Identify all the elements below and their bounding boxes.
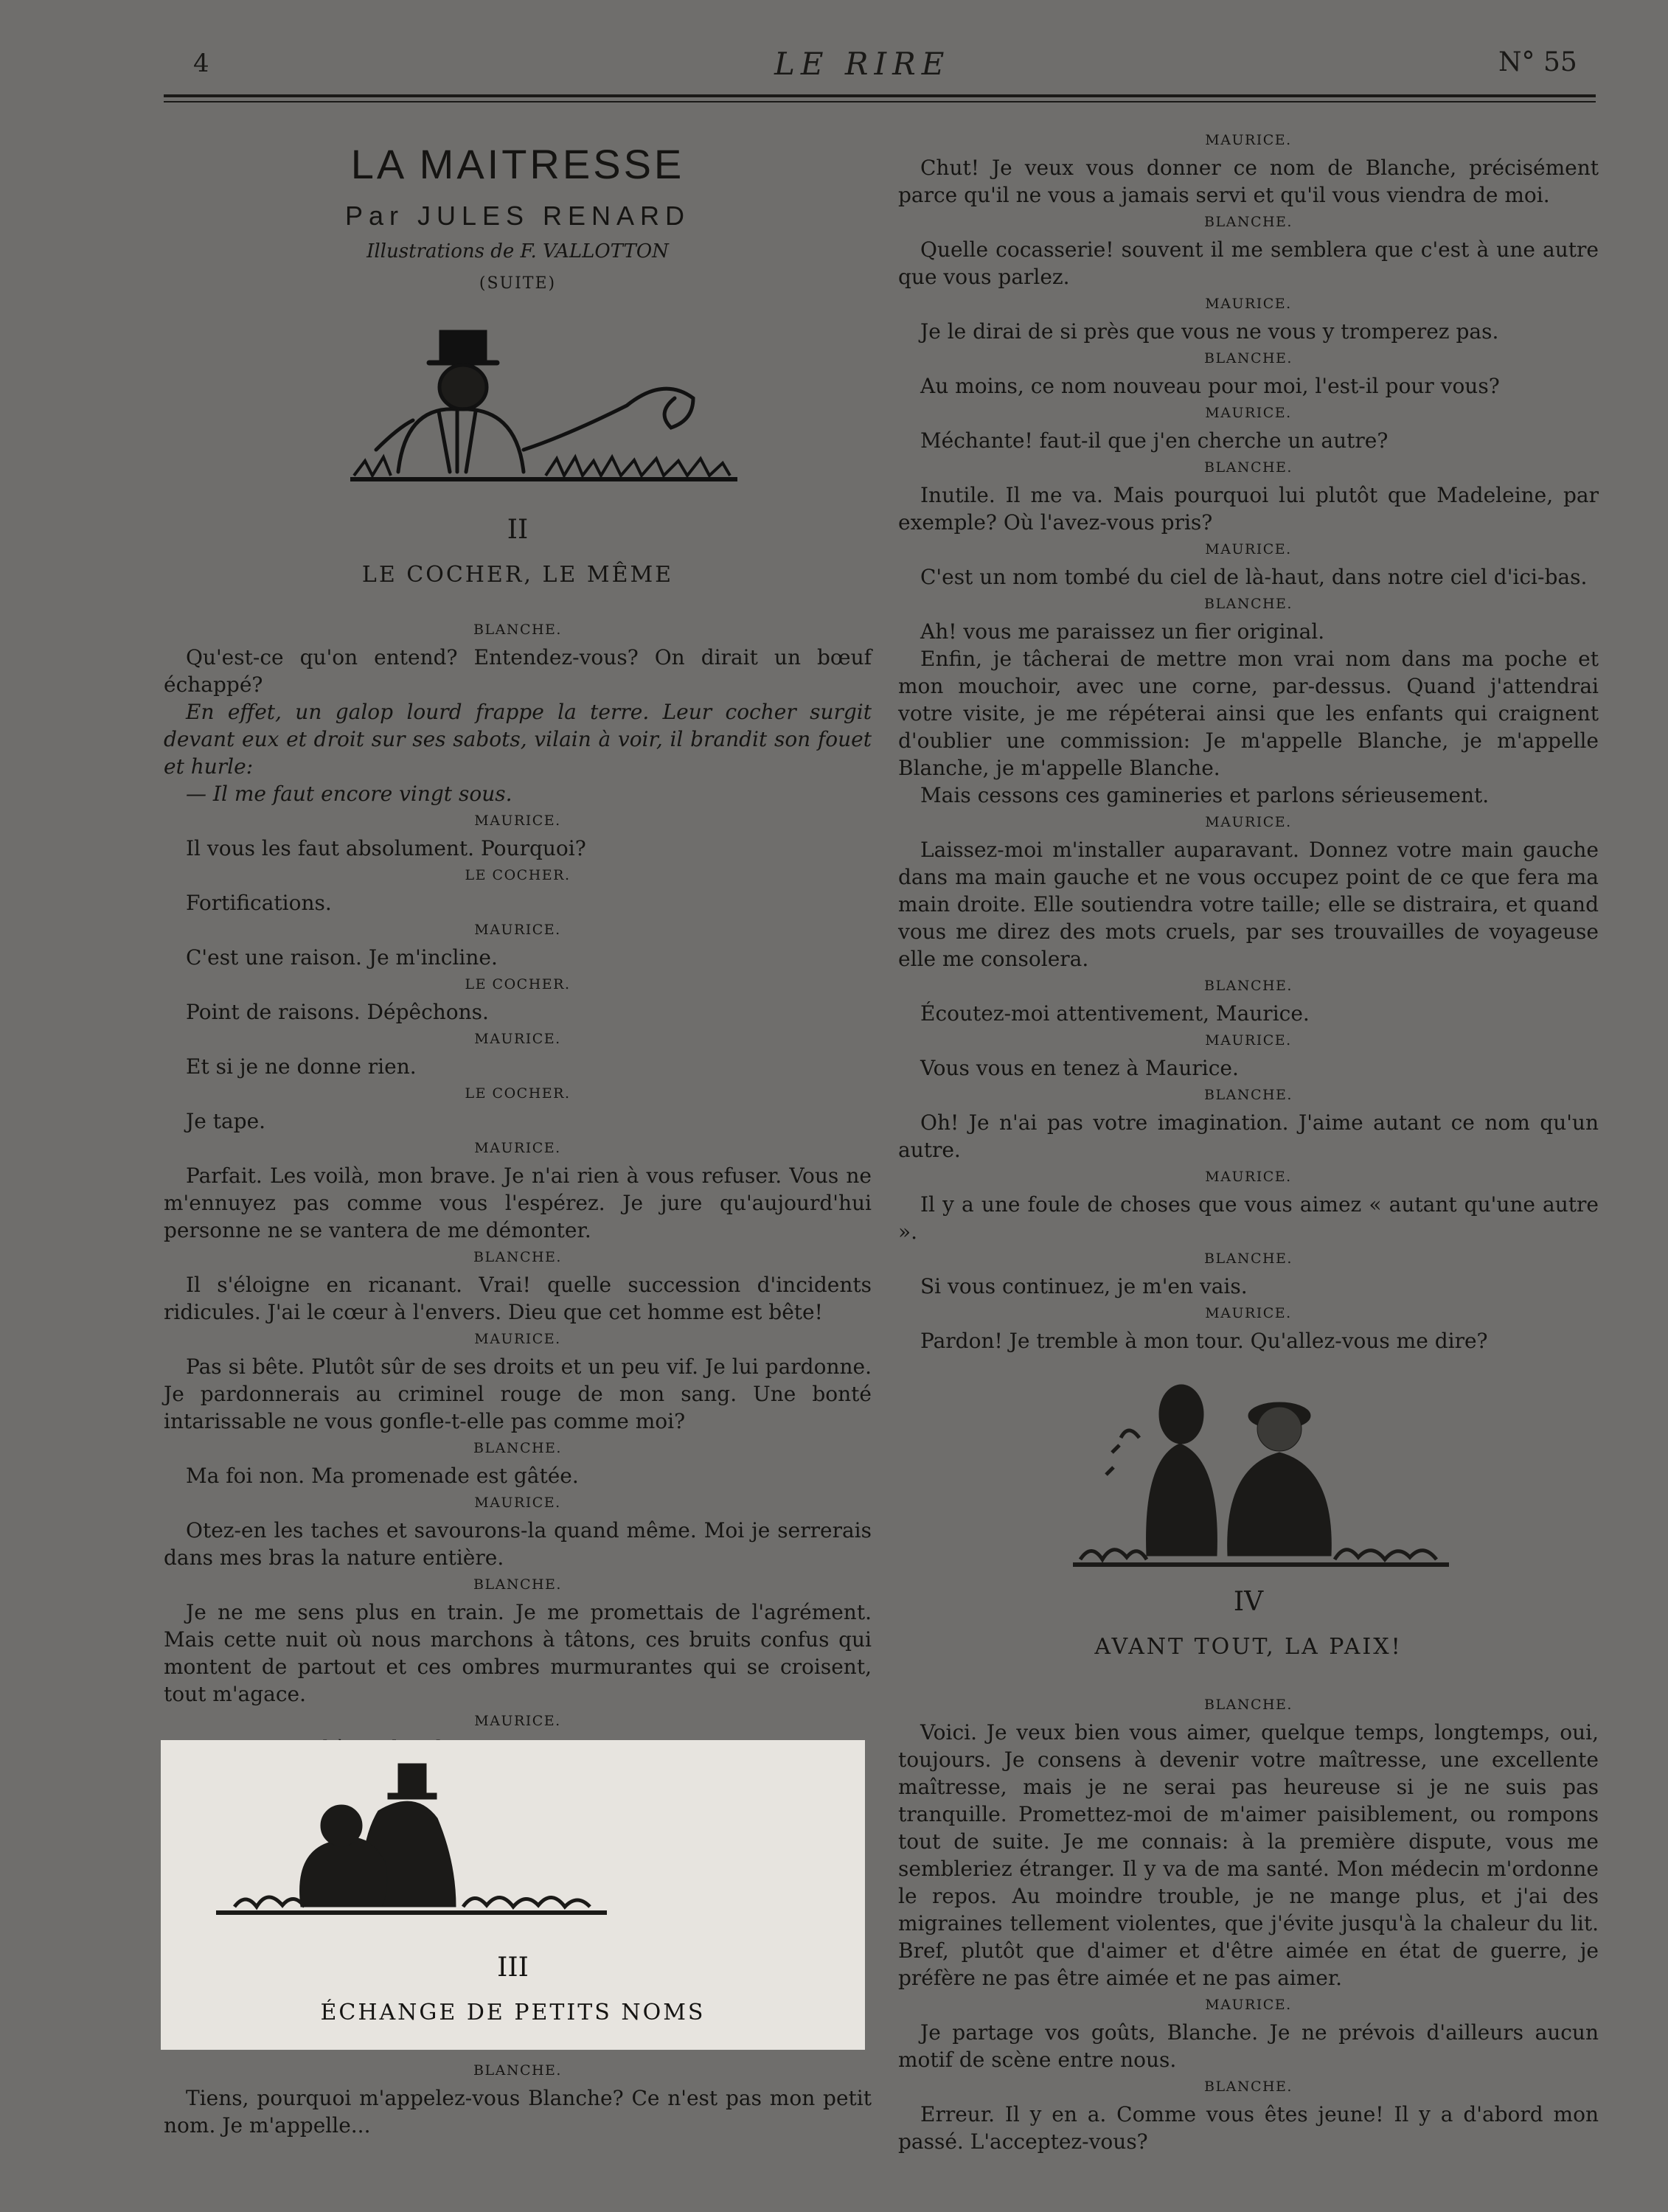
- dialogue-paragraph: Ah! vous me paraissez un fier original.: [920, 619, 1325, 644]
- speaker-label: BLANCHE.: [1204, 978, 1293, 994]
- dialogue-paragraph: Il s'éloigne en ricanant. Vrai! quelle succession d'incidents ridicules. J'ai le cœur à l'envers. Dieu que cet homme est bête!: [164, 1273, 872, 1324]
- speaker-label: LE COCHER.: [465, 1085, 571, 1102]
- chapter-4-number: IV: [1233, 1587, 1264, 1617]
- dialogue-paragraph: Erreur. Il y en a. Comme vous êtes jeune! Il y a d'abord mon passé. L'acceptez-vous?: [898, 2102, 1599, 2154]
- speaker-label: MAURICE.: [474, 1031, 561, 1047]
- speaker-label: BLANCHE.: [1204, 596, 1293, 612]
- dialogue-paragraph: Au moins, ce nom nouveau pour moi, l'est-il pour vous?: [920, 374, 1500, 398]
- speaker-label: BLANCHE.: [1204, 350, 1293, 366]
- speaker-label: BLANCHE.: [1204, 214, 1293, 230]
- dialogue-paragraph: Je le dirai de si près que vous ne vous y tromperez pas.: [920, 319, 1499, 344]
- speaker-label: MAURICE.: [1205, 1169, 1292, 1185]
- speaker-label: BLANCHE.: [1204, 1087, 1293, 1103]
- speaker-label: BLANCHE.: [473, 1576, 562, 1593]
- speaker-label: MAURICE.: [1205, 541, 1292, 557]
- dialogue-paragraph: Je ne me sens plus en train. Je me promettais de l'agrément. Mais cette nuit où nous marchons à tâtons, ces bruits confus qui montent de partout et ces ombres murmurantes qui se croisent, tout m'agace.: [164, 1600, 872, 1706]
- speaker-label: MAURICE.: [1205, 1305, 1292, 1321]
- dialogue-paragraph: Enfin, je tâcherai de mettre mon vrai nom dans ma poche et mon mouchoir, avec une corne, par-dessus. Quand j'attendrai votre visite, je me répéterai ainsi que les enfants qui craignent d'oublier une commission: Je m'appelle Blanche, je m'appelle Blanche, je m'appelle Blanche.: [898, 647, 1599, 780]
- chapter-3-title: ÉCHANGE DE PETITS NOMS: [320, 2000, 706, 2025]
- chapter-3-number: III: [497, 1952, 529, 1983]
- speaker-label: BLANCHE.: [1204, 1251, 1293, 1267]
- dialogue-paragraph: Chut! Je veux vous donner ce nom de Blanche, précisément parce qu'il ne vous a jamais servi et qu'il vous viendra de moi.: [898, 156, 1599, 207]
- chapter-2-number: II: [507, 515, 529, 545]
- speaker-label: MAURICE.: [1205, 1997, 1292, 2013]
- speaker-label: MAURICE.: [474, 922, 561, 938]
- speaker-label: BLANCHE.: [473, 1440, 562, 1456]
- dialogue-paragraph: Point de raisons. Dépêchons.: [186, 1000, 489, 1024]
- dialogue-paragraph: Tiens, pourquoi m'appelez-vous Blanche? Ce n'est pas mon petit nom. Je m'appelle...: [164, 2086, 872, 2138]
- dialogue-paragraph: Écoutez-moi attentivement, Maurice.: [920, 1001, 1310, 1026]
- speaker-label: MAURICE.: [1205, 1032, 1292, 1048]
- right-column-bottom-text: [898, 1691, 1599, 2155]
- coachman-illustration: [347, 324, 745, 487]
- speaker-label: MAURICE.: [474, 1331, 561, 1347]
- dialogue-paragraph: C'est une raison. Je m'incline.: [186, 945, 498, 970]
- left-column-bottom-text: [164, 2057, 872, 2139]
- dialogue-paragraph: Il y a une foule de choses que vous aimez « autant qu'une autre ».: [898, 1192, 1599, 1244]
- speaker-label: LE COCHER.: [465, 976, 571, 992]
- dialogue-paragraph: Vous vous en tenez à Maurice.: [920, 1056, 1239, 1080]
- chapter-4-title: AVANT TOUT, LA PAIX!: [1094, 1634, 1403, 1660]
- dialogue-paragraph: Oh! Je n'ai pas votre imagination. J'aime autant ce nom qu'un autre.: [898, 1110, 1599, 1162]
- speaker-label: BLANCHE.: [1204, 2079, 1293, 2095]
- dialogue-paragraph: Si vous continuez, je m'en vais.: [920, 1274, 1248, 1298]
- speaker-label: MAURICE.: [1205, 405, 1292, 421]
- dialogue-paragraph: Je tape.: [186, 1109, 266, 1133]
- dialogue-paragraph: Laissez-moi m'installer auparavant. Donnez votre main gauche dans ma main gauche et ne vous occupez point de ce que fera ma main droite. Elle soutiendra votre taille; elle se distraira, et quand vous me direz des mots cruels, par ses trouvailles de voyageuse elle me consolera.: [898, 838, 1599, 971]
- dialogue-paragraph: Qu'est-ce qu'on entend? Entendez-vous? On dirait un bœuf échappé?: [164, 645, 872, 697]
- stage-direction: En effet, un galop lourd frappe la terre. Leur cocher surgit devant eux et droit sur ses sabots, vilain à voir, il brandit son fouet et hurle:: [164, 700, 872, 779]
- dialogue-paragraph: Inutile. Il me va. Mais pourquoi lui plutôt que Madeleine, par exemple? Où l'avez-vous pris?: [898, 483, 1599, 535]
- header-rule-top: [164, 94, 1596, 97]
- speaker-label: MAURICE.: [474, 1140, 561, 1156]
- article-title: LA MAITRESSE: [350, 141, 685, 187]
- issue-number: N° 55: [1498, 47, 1577, 77]
- left-column-text: [164, 616, 872, 1762]
- speaker-label: MAURICE.: [474, 1495, 561, 1511]
- journal-title: LE RIRE: [774, 46, 951, 82]
- speaker-label: BLANCHE.: [473, 622, 562, 638]
- chapter-3-highlight-box: [161, 1740, 865, 2050]
- speaker-label: BLANCHE.: [1204, 459, 1293, 476]
- dialogue-paragraph: C'est un nom tombé du ciel de là-haut, dans notre ciel d'ici-bas.: [920, 565, 1588, 589]
- chapter-2-title: LE COCHER, LE MÊME: [361, 562, 674, 588]
- dialogue-paragraph: Il vous les faut absolument. Pourquoi?: [186, 836, 586, 860]
- suite-note: (SUITE): [479, 274, 557, 293]
- speaker-label: BLANCHE.: [473, 1249, 562, 1265]
- header-rule-bottom: [164, 101, 1596, 102]
- dialogue-paragraph: Pas si bête. Plutôt sûr de ses droits et un peu vif. Je lui pardonne. Je pardonnerais au criminel rouge de mon sang. Une bonté intarissable ne vous gonfle-t-elle pas comme moi?: [164, 1354, 872, 1433]
- dialogue-paragraph: Méchante! faut-il que j'en cherche un autre?: [920, 428, 1389, 453]
- speaker-label: MAURICE.: [1205, 132, 1292, 148]
- speaker-label: MAURICE.: [1205, 814, 1292, 830]
- couple-illustration: [212, 1759, 611, 1921]
- illustrator-credit: Illustrations de F. VALLOTTON: [366, 240, 669, 262]
- article-author: Par JULES RENARD: [344, 201, 691, 231]
- dialogue-paragraph: Quelle cocasserie! souvent il me semblera que c'est à une autre que vous parlez.: [898, 237, 1599, 289]
- speaker-label: MAURICE.: [1205, 296, 1292, 312]
- dialogue-paragraph: Mais cessons ces gamineries et parlons sérieusement.: [920, 783, 1490, 807]
- dialogue-paragraph: Pardon! Je tremble à mon tour. Qu'allez-vous me dire?: [920, 1329, 1488, 1353]
- right-column-text: [898, 127, 1599, 1354]
- dialogue-paragraph: Otez-en les taches et savourons-la quand même. Moi je serrerais dans mes bras la nature entière.: [164, 1518, 872, 1570]
- speaker-label: BLANCHE.: [473, 2062, 562, 2079]
- speaker-label: MAURICE.: [474, 1713, 561, 1729]
- speaker-label: LE COCHER.: [465, 867, 571, 883]
- dialogue-paragraph: Je partage vos goûts, Blanche. Je ne prévois d'ailleurs aucun motif de scène entre nous.: [898, 2020, 1599, 2072]
- dialogue-paragraph: Fortifications.: [186, 891, 332, 915]
- stage-direction: — Il me faut encore vingt sous.: [186, 782, 512, 806]
- two-figures-illustration: [1069, 1371, 1453, 1571]
- dialogue-paragraph: Ma foi non. Ma promenade est gâtée.: [186, 1464, 579, 1488]
- dialogue-paragraph: Parfait. Les voilà, mon brave. Je n'ai rien à vous refuser. Vous ne m'ennuyez pas comme vous l'espérez. Je jure qu'aujourd'hui personne ne se vantera de me démonter.: [164, 1164, 872, 1242]
- dialogue-paragraph: Voici. Je veux bien vous aimer, quelque temps, longtemps, oui, toujours. Je consens à devenir votre maîtresse, une excellente maîtresse, mais je ne serai pas heureuse si je ne suis pas tranquille. Promettez-moi de m'aimer paisiblement, ou rompons tout de suite. Je me connais: à la première dispute, vous me sembleriez étranger. Il y va de ma santé. Mon médecin m'ordonne le repos. Au moindre trouble, je ne mange plus, et j'ai des migraines tellement violentes, que j'évite jusqu'à la chaleur du lit. Bref, plutôt que d'aimer et d'être aimée en état de guerre, je préfère ne pas être aimée et ne pas aimer.: [898, 1720, 1599, 1990]
- speaker-label: BLANCHE.: [1204, 1697, 1293, 1713]
- speaker-label: MAURICE.: [474, 813, 561, 829]
- page-number: 4: [193, 49, 209, 78]
- dialogue-paragraph: Et si je ne donne rien.: [186, 1054, 417, 1079]
